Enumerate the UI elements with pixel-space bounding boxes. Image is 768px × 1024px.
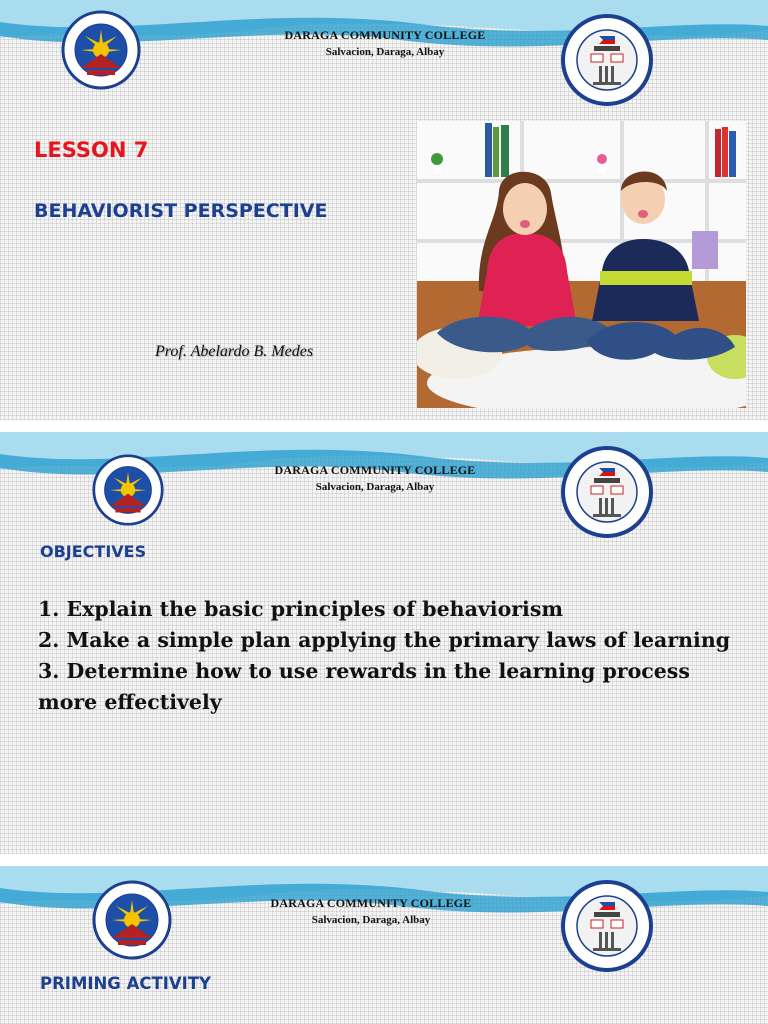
lesson-title: BEHAVIORIST PERSPECTIVE xyxy=(34,200,328,222)
ched-seal-logo xyxy=(61,10,141,90)
slide-priming-activity xyxy=(0,866,768,1024)
presenter-name: Prof. Abelardo B. Medes xyxy=(155,343,314,360)
ched-seal-logo xyxy=(92,454,164,526)
college-address: Salvacion, Daraga, Albay xyxy=(311,914,431,926)
objectives-list xyxy=(38,594,738,718)
ched-seal-logo xyxy=(92,880,172,960)
college-name: DARAGA COMMUNITY COLLEGE xyxy=(284,28,486,42)
priming-activity-heading: PRIMING ACTIVITY xyxy=(40,974,211,993)
objective-item: 3. Determine how to use rewards in the learning process more effectively xyxy=(38,659,690,714)
college-header xyxy=(240,463,510,493)
dcc-seal-logo xyxy=(561,446,653,538)
children-photo xyxy=(417,121,746,408)
dcc-seal-logo xyxy=(561,880,653,972)
objectives-heading: OBJECTIVES xyxy=(40,542,147,561)
dcc-seal-logo xyxy=(561,14,653,106)
college-name: DARAGA COMMUNITY COLLEGE xyxy=(274,463,476,477)
objective-item: 2. Make a simple plan applying the primary laws of learning xyxy=(38,628,731,652)
college-header xyxy=(236,896,506,926)
objective-item: 1. Explain the basic principles of behaviorism xyxy=(38,597,564,621)
college-address: Salvacion, Daraga, Albay xyxy=(325,46,445,58)
lesson-label: LESSON 7 xyxy=(34,138,149,162)
slide-lesson-title xyxy=(0,0,768,420)
college-name: DARAGA COMMUNITY COLLEGE xyxy=(270,896,472,910)
slide-objectives xyxy=(0,432,768,854)
college-address: Salvacion, Daraga, Albay xyxy=(315,481,435,493)
college-header xyxy=(250,28,520,58)
